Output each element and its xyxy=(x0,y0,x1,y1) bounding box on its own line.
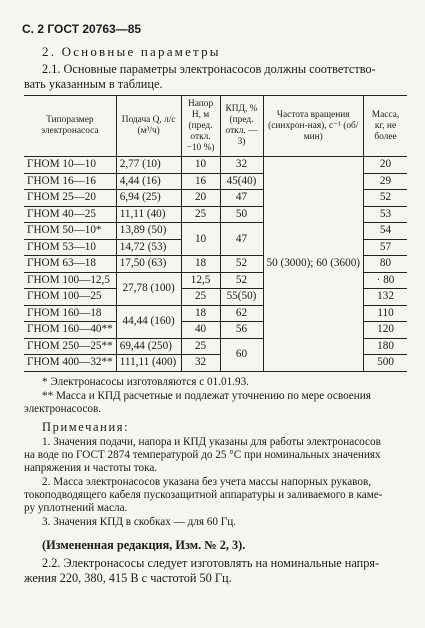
mass-cell: 20 xyxy=(364,157,407,174)
mass-cell: 53 xyxy=(364,206,407,223)
flow-cell: 11,11 (40) xyxy=(116,206,181,223)
note-2-cont: токоподводящего кабеля пускозащитной аппаратуры и заливаемого в каме- xyxy=(24,489,383,501)
head-cell: 10 xyxy=(181,223,220,256)
paragraph-2-2-cont: жения 220, 380, 415 В с частотой 50 Гц. xyxy=(24,571,232,585)
pump-name: ГНОМ 100—12,5 xyxy=(24,272,116,289)
flow-cell: 44,44 (160) xyxy=(116,305,181,338)
column-header: Масса, кг, не более xyxy=(364,96,407,157)
pump-name: ГНОМ 53—10 xyxy=(24,239,116,256)
pump-name: ГНОМ 160—18 xyxy=(24,305,116,322)
flow-cell: 27,78 (100) xyxy=(116,272,181,305)
efficiency-cell: 47 xyxy=(220,223,263,256)
column-header: КПД, % (пред. откл. —3) xyxy=(220,96,263,157)
note-1-cont: напряжения и частоты тока. xyxy=(24,462,158,474)
parameters-table xyxy=(24,95,407,372)
mass-cell: 57 xyxy=(364,239,407,256)
mass-cell: · 80 xyxy=(364,272,407,289)
mass-cell: 54 xyxy=(364,223,407,240)
head-cell: 32 xyxy=(181,355,220,372)
speed-cell: 50 (3000); 60 (3600) xyxy=(263,157,364,372)
pump-name: ГНОМ 16—16 xyxy=(24,173,116,190)
efficiency-cell: 45(40) xyxy=(220,173,263,190)
flow-cell: 6,94 (25) xyxy=(116,190,181,207)
mass-cell: 52 xyxy=(364,190,407,207)
note-2-cont: ру уплотнений масла. xyxy=(24,502,128,514)
flow-cell: 14,72 (53) xyxy=(116,239,181,256)
table-row xyxy=(24,157,407,174)
efficiency-cell: 52 xyxy=(220,272,263,289)
head-cell: 40 xyxy=(181,322,220,339)
mass-cell: 120 xyxy=(364,322,407,339)
head-cell: 25 xyxy=(181,206,220,223)
page-header: С. 2 ГОСТ 20763—85 xyxy=(22,22,142,36)
mass-cell: 29 xyxy=(364,173,407,190)
flow-cell: 13,89 (50) xyxy=(116,223,181,240)
pump-name: ГНОМ 10—10 xyxy=(24,157,116,174)
notes-title: Примечания: xyxy=(42,420,130,434)
head-cell: 18 xyxy=(181,305,220,322)
mass-cell: 132 xyxy=(364,289,407,306)
head-cell: 12,5 xyxy=(181,272,220,289)
pump-name: ГНОМ 63—18 xyxy=(24,256,116,273)
pump-name: ГНОМ 160—40** xyxy=(24,322,116,339)
column-header: Напор H, м (пред. откл. −10 %) xyxy=(181,96,220,157)
pump-name: ГНОМ 25—20 xyxy=(24,190,116,207)
flow-cell: 69,44 (250) xyxy=(116,338,181,355)
efficiency-cell: 62 xyxy=(220,305,263,322)
efficiency-cell: 47 xyxy=(220,190,263,207)
efficiency-cell: 32 xyxy=(220,157,263,174)
flow-cell: 2,77 (10) xyxy=(116,157,181,174)
head-cell: 25 xyxy=(181,289,220,306)
pump-name: ГНОМ 40—25 xyxy=(24,206,116,223)
footnote-1: * Электронасосы изготовляются с 01.01.93. xyxy=(42,376,249,388)
mass-cell: 500 xyxy=(364,355,407,372)
mass-dot: · xyxy=(376,273,381,286)
note-2: 2. Масса электронасосов указана без учета массы напорных рукавов, xyxy=(42,476,372,488)
head-cell: 10 xyxy=(181,157,220,174)
section-title: 2. Основные параметры xyxy=(42,44,221,59)
column-header: Типоразмер электронасоса xyxy=(24,96,116,157)
pump-name: ГНОМ 250—25** xyxy=(24,338,116,355)
change-note: (Измененная редакция, Изм. № 2, 3). xyxy=(42,538,246,552)
column-header: Подача Q, л/с (м³/ч) xyxy=(116,96,181,157)
note-1: 1. Значения подачи, напора и КПД указаны для работы электронасосов xyxy=(42,436,381,448)
flow-cell: 4,44 (16) xyxy=(116,173,181,190)
pump-name: ГНОМ 100—25 xyxy=(24,289,116,306)
efficiency-cell: 52 xyxy=(220,256,263,273)
head-cell: 18 xyxy=(181,256,220,273)
paragraph-2-2: 2.2. Электронасосы следует изготовлять на номинальные напря- xyxy=(42,556,380,570)
mass-cell: 180 xyxy=(364,338,407,355)
head-cell: 16 xyxy=(181,173,220,190)
head-cell: 25 xyxy=(181,338,220,355)
mass-cell: 80 xyxy=(364,256,407,273)
table-header-row xyxy=(24,96,407,157)
footnote-2: ** Масса и КПД расчетные и подлежат уточнению по мере освоения xyxy=(42,390,371,402)
note-1-cont: на воде по ГОСТ 2874 температурой до 25 °С при номинальных значениях xyxy=(24,449,381,461)
pump-name: ГНОМ 50—10* xyxy=(24,223,116,240)
mass-cell: 110 xyxy=(364,305,407,322)
flow-cell: 17,50 (63) xyxy=(116,256,181,273)
intro-paragraph: 2.1. Основные параметры электронасосов должны соответство- xyxy=(42,62,376,76)
efficiency-cell: 55(50) xyxy=(220,289,263,306)
note-3: 3. Значения КПД в скобках — для 60 Гц. xyxy=(42,516,237,528)
flow-cell: 111,11 (400) xyxy=(116,355,181,372)
head-cell: 20 xyxy=(181,190,220,207)
footnote-2-cont: электронасосов. xyxy=(24,403,102,415)
efficiency-cell: 56 xyxy=(220,322,263,339)
column-header: Частота вращения (синхрон-ная), с⁻¹ (об/мин) xyxy=(263,96,364,157)
efficiency-cell: 60 xyxy=(220,338,263,371)
intro-paragraph-cont: вать указанным в таблице. xyxy=(24,77,163,91)
efficiency-cell: 50 xyxy=(220,206,263,223)
pump-name: ГНОМ 400—32** xyxy=(24,355,116,372)
